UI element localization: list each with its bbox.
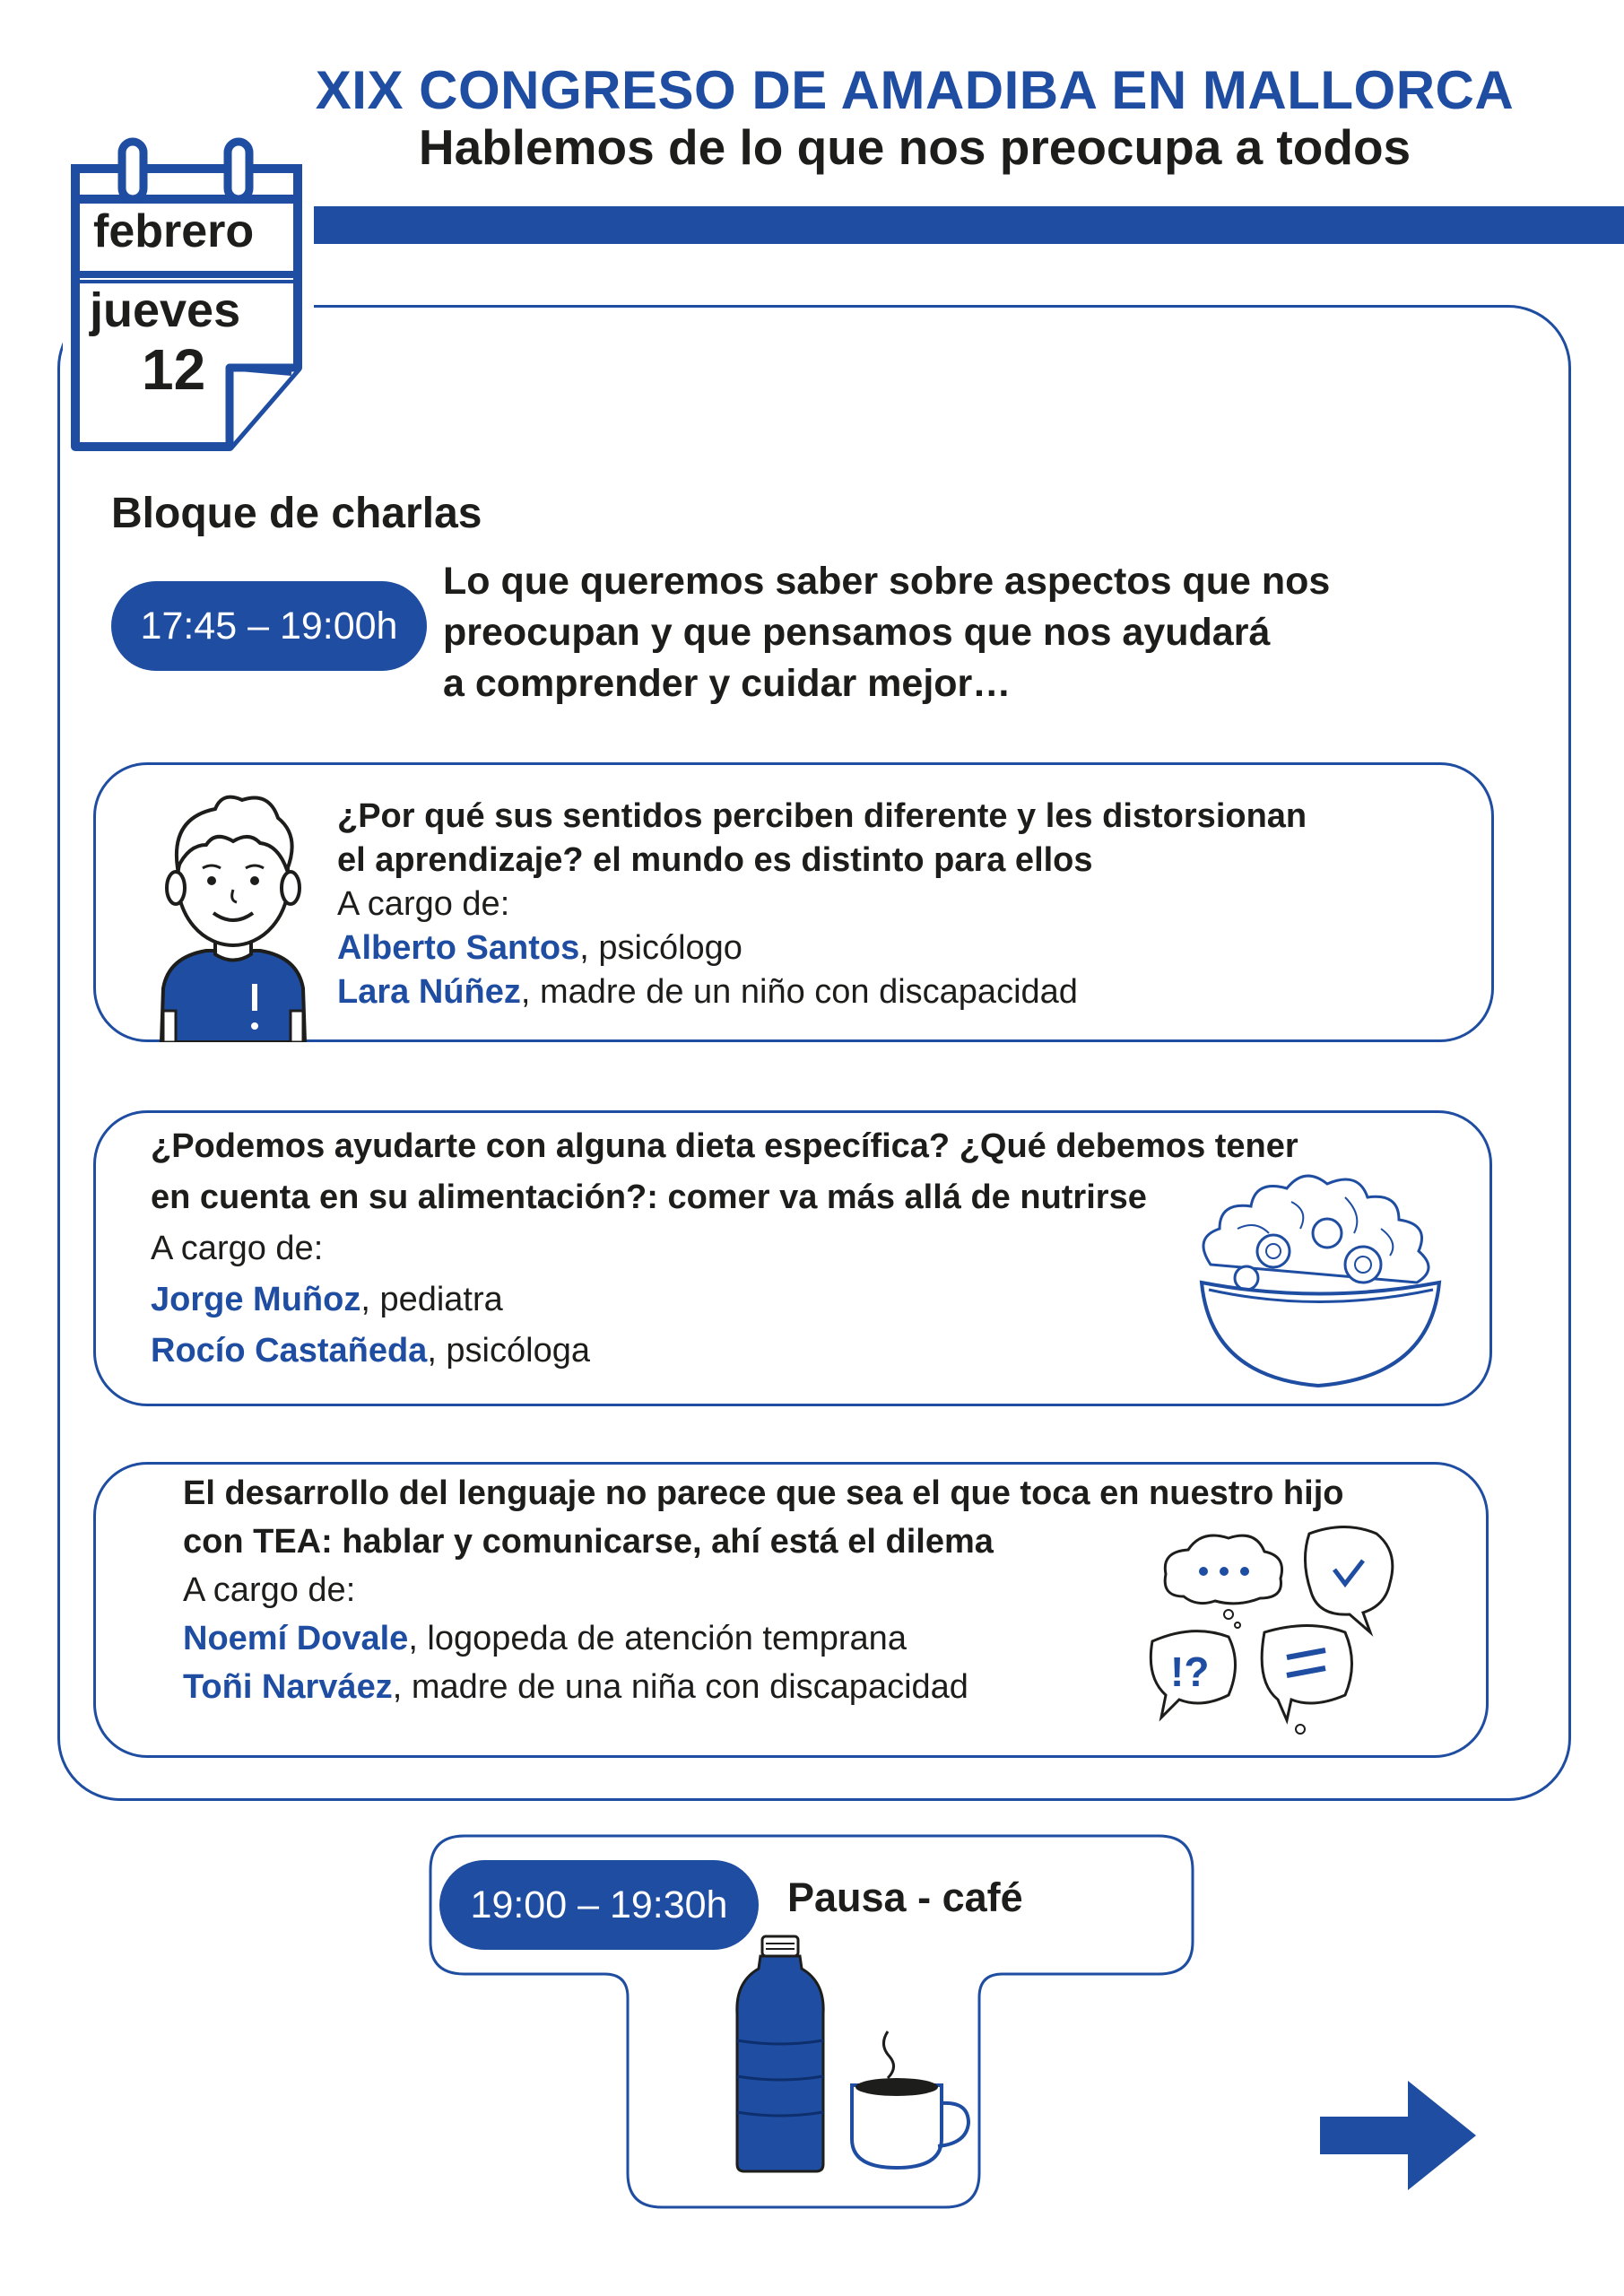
speaker-line xyxy=(337,926,1458,970)
talk-by-label: A cargo de: xyxy=(183,1571,356,1609)
speaker-role: , pediatra xyxy=(360,1281,503,1318)
header-bar xyxy=(296,206,1624,244)
speaker-line xyxy=(337,970,1458,1014)
speaker-role: , madre de una niña con discapacidad xyxy=(392,1668,968,1706)
speaker-role: , psicólogo xyxy=(579,929,743,967)
talk-question: el aprendizaje? el mundo es distinto para ellos xyxy=(337,841,1093,879)
intro-line: Lo que queremos saber sobre aspectos que nos xyxy=(443,560,1331,603)
water-bottle-illustration xyxy=(726,1933,834,2175)
talk-content xyxy=(337,795,1458,1014)
svg-text:!?: !? xyxy=(1170,1648,1210,1695)
talk-question: con TEA: hablar y comunicarse, ahí está el dilema xyxy=(183,1523,994,1561)
pause-time-badge: 19:00 – 19:30h xyxy=(439,1860,759,1950)
intro-text xyxy=(443,556,1429,709)
boy-illustration xyxy=(143,782,323,1042)
talk-by-label: A cargo de: xyxy=(151,1230,324,1267)
talk-by-label: A cargo de: xyxy=(337,885,510,923)
calendar-weekday: jueves xyxy=(90,283,241,337)
pause-label: Pausa - café xyxy=(787,1874,1023,1920)
page-subtitle: Hablemos de lo que nos preocupa a todos xyxy=(418,119,1411,175)
speaker-name: Rocío Castañeda xyxy=(151,1332,428,1370)
next-arrow-icon[interactable] xyxy=(1318,2079,1480,2192)
speech-bubbles-illustration xyxy=(1139,1516,1417,1740)
speaker-role: , madre de un niño con discapacidad xyxy=(520,973,1078,1011)
talk-question: en cuenta en su alimentación?: comer va más allá de nutrirse xyxy=(151,1178,1147,1216)
intro-line: preocupan y que pensamos que nos ayudará xyxy=(443,611,1271,654)
speaker-role: , logopeda de atención temprana xyxy=(408,1620,907,1657)
salad-bowl-illustration xyxy=(1184,1166,1453,1399)
speaker-name: Alberto Santos xyxy=(337,929,580,967)
calendar-month: febrero xyxy=(93,205,255,257)
time-badge: 17:45 – 19:00h xyxy=(111,581,427,671)
speaker-name: Toñi Narváez xyxy=(183,1668,393,1706)
speaker-role: , psicóloga xyxy=(427,1332,590,1370)
talk-question: El desarrollo del lenguaje no parece que sea el que toca en nuestro hijo xyxy=(183,1474,1344,1512)
speaker-name: Lara Núñez xyxy=(337,973,521,1011)
talk-question: ¿Podemos ayudarte con alguna dieta específica? ¿Qué debemos tener xyxy=(151,1127,1298,1165)
page-title: XIX CONGRESO DE AMADIBA EN MALLORCA xyxy=(315,60,1515,120)
speaker-name: Noemí Dovale xyxy=(183,1620,409,1657)
intro-line: a comprender y cuidar mejor… xyxy=(443,662,1012,705)
talk-question: ¿Por qué sus sentidos perciben diferente y les distorsionan xyxy=(337,797,1307,835)
coffee-cup-illustration xyxy=(843,2022,977,2175)
section-title: Bloque de charlas xyxy=(111,490,482,537)
speaker-name: Jorge Muñoz xyxy=(151,1281,361,1318)
calendar-day: 12 xyxy=(142,337,206,402)
